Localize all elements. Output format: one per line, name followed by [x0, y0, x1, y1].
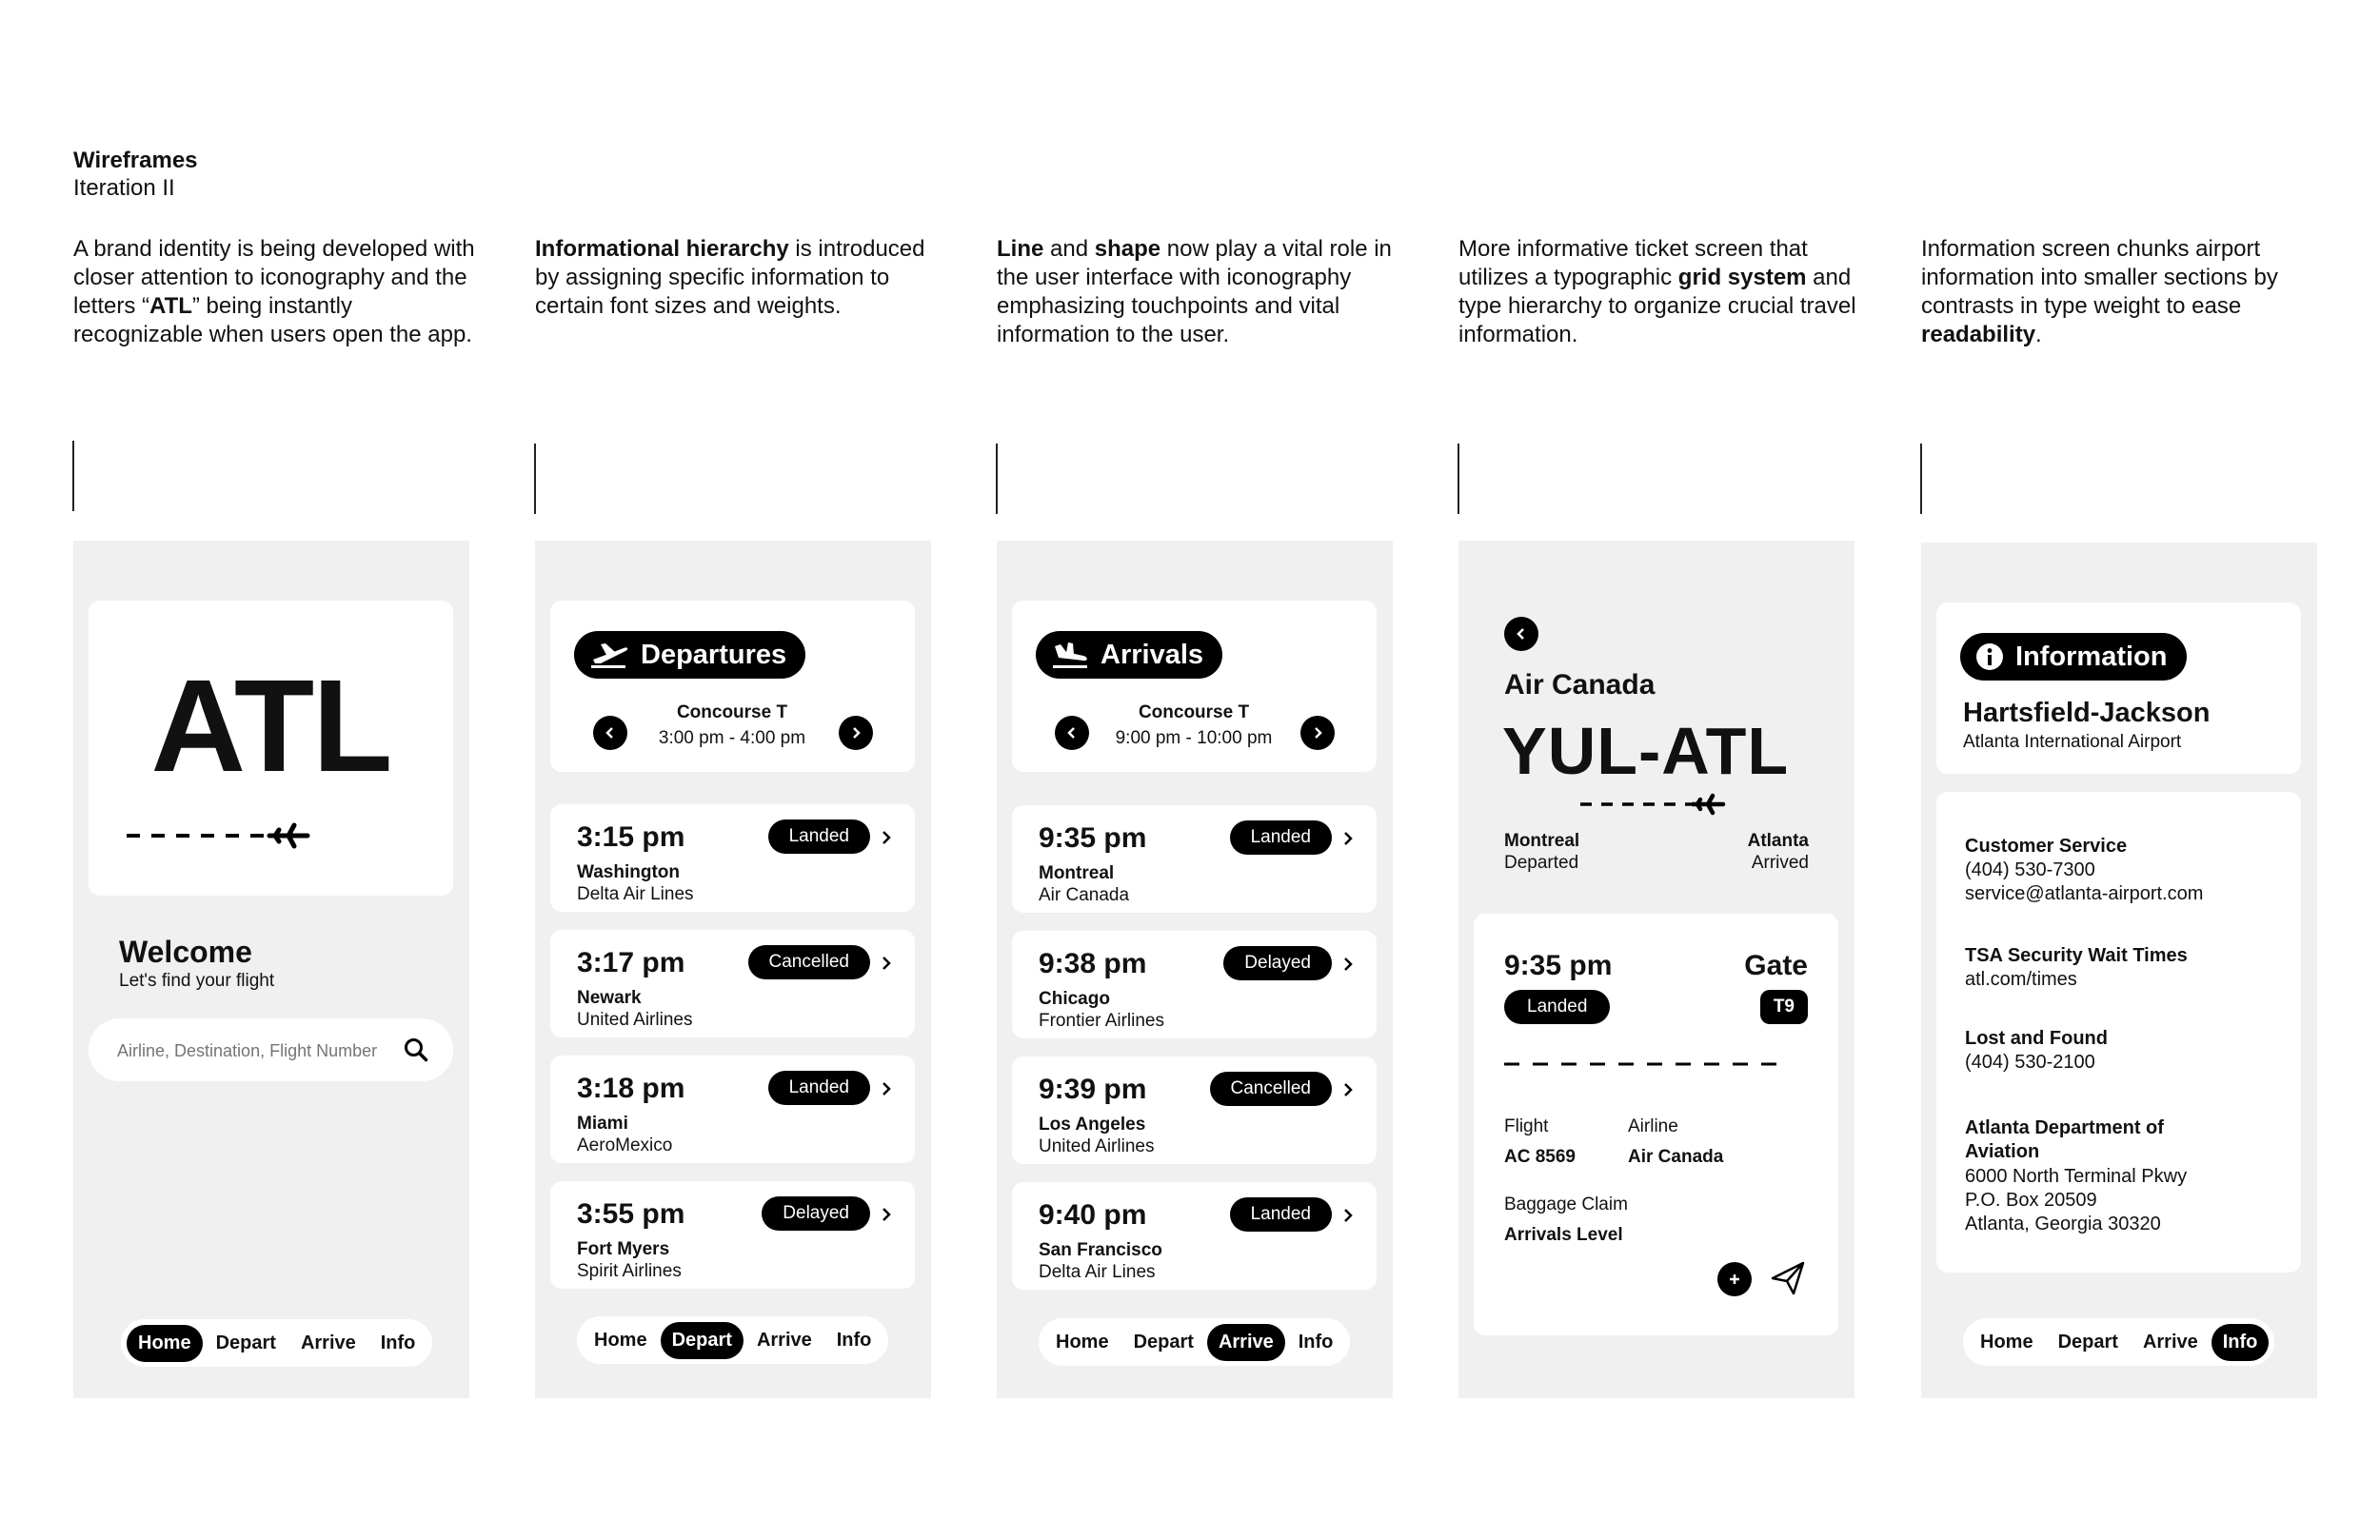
arrival-plane-icon [1051, 641, 1089, 669]
nav-home[interactable]: Home [1980, 1331, 2033, 1352]
information-header-card [1936, 602, 2301, 774]
info-icon [1975, 642, 2004, 671]
arrivals-header-card [1012, 601, 1377, 772]
nav-depart[interactable]: Depart [1133, 1331, 1194, 1352]
chevron-right-icon[interactable] [1340, 955, 1356, 974]
flight-path-icon [127, 821, 317, 850]
airline-label: Airline [1628, 1116, 1678, 1136]
status-badge: Landed [1230, 1197, 1332, 1232]
gate-badge: T9 [1760, 990, 1808, 1024]
nav-home[interactable]: Home [1056, 1331, 1109, 1352]
flight-row[interactable]: 3:15 pm Washington Delta Air Lines Landed [550, 804, 915, 912]
nav-info[interactable]: Info [836, 1329, 872, 1351]
dest-state: Arrived [1751, 853, 1809, 873]
chevron-right-icon[interactable] [1340, 1080, 1356, 1099]
flight-row[interactable]: 9:38 pm Chicago Frontier Airlines Delayed [1012, 931, 1377, 1038]
bottom-nav [121, 1319, 432, 1367]
baggage-value: Arrivals Level [1504, 1225, 1623, 1245]
departure-plane-icon [589, 641, 629, 669]
welcome-heading: Welcome [119, 935, 252, 969]
airport-name: Hartsfield-Jackson [1963, 698, 2211, 728]
atl-logo: ATL [150, 653, 391, 800]
connector-line [534, 444, 536, 514]
nav-info[interactable]: Info [1298, 1331, 1334, 1352]
chevron-left-icon [603, 725, 618, 740]
search-bar[interactable] [89, 1018, 453, 1081]
customer-service-label: Customer Service [1965, 836, 2128, 857]
tsa-label: TSA Security Wait Times [1965, 945, 2188, 966]
nav-depart[interactable]: Depart [2057, 1331, 2118, 1352]
lost-found-phone: (404) 530-2100 [1965, 1052, 2095, 1073]
flight-path-icon [1580, 790, 1733, 819]
dest-city: Atlanta [1747, 831, 1809, 851]
nav-arrive[interactable]: Arrive [1207, 1324, 1285, 1361]
gate-label: Gate [1744, 950, 1808, 981]
customer-service-phone: (404) 530-7300 [1965, 859, 2095, 880]
nav-arrive[interactable]: Arrive [300, 1332, 356, 1353]
flight-row[interactable]: 9:35 pm Montreal Air Canada Landed [1012, 805, 1377, 913]
flight-row[interactable]: 3:18 pm Miami AeroMexico Landed [550, 1056, 915, 1163]
ticket-route: YUL-ATL [1502, 714, 1790, 788]
next-button[interactable] [1300, 716, 1335, 750]
nav-home[interactable]: Home [127, 1325, 203, 1362]
status-badge: Delayed [1223, 946, 1332, 980]
connector-line [996, 444, 998, 514]
status-badge: Landed [1504, 990, 1610, 1024]
arrivals-screen [997, 541, 1393, 1398]
page-subtitle: Iteration II [73, 175, 175, 201]
nav-home[interactable]: Home [594, 1329, 647, 1351]
ticket-details-card [1474, 914, 1838, 1335]
connector-line [1920, 444, 1922, 514]
prev-button[interactable] [593, 716, 627, 750]
origin-state: Departed [1504, 853, 1579, 873]
address-line: P.O. Box 20509 [1965, 1190, 2097, 1211]
chevron-left-icon [1514, 626, 1529, 642]
flight-row[interactable]: 3:55 pm Fort Myers Spirit Airlines Delayed [550, 1181, 915, 1289]
status-badge: Delayed [762, 1196, 870, 1231]
description-3: Line and shape now play a vital role in the user interface with iconography emphasizing touchpoints and vital information to the user. [997, 236, 1392, 347]
departures-title: Departures [574, 631, 805, 679]
information-title: Information [1960, 633, 2187, 681]
arrivals-title: Arrivals [1036, 631, 1222, 679]
description-4: More informative ticket screen that utilizes a typographic grid system and type hierarchy to organize crucial travel information. [1458, 236, 1856, 347]
nav-arrive[interactable]: Arrive [2142, 1331, 2198, 1352]
time-range: Concourse T 9:00 pm - 10:00 pm [1115, 702, 1273, 748]
connector-line [72, 441, 74, 511]
chevron-right-icon[interactable] [1340, 829, 1356, 848]
bottom-nav [577, 1316, 888, 1364]
department-label: Atlanta Department of [1965, 1117, 2164, 1138]
flight-row[interactable]: 9:40 pm San Francisco Delta Air Lines Landed [1012, 1182, 1377, 1290]
description-2: Informational hierarchy is introduced by assigning specific information to certain font sizes and weights. [535, 236, 925, 319]
status-badge: Landed [768, 819, 870, 854]
flight-row[interactable]: 3:17 pm Newark United Airlines Cancelled [550, 930, 915, 1037]
status-badge: Landed [1230, 820, 1332, 855]
flight-row[interactable]: 9:39 pm Los Angeles United Airlines Cancelled [1012, 1056, 1377, 1164]
nav-arrive[interactable]: Arrive [756, 1329, 812, 1351]
description-5: Information screen chunks airport information into smaller sections by contrasts in type weight to ease readability. [1921, 236, 2278, 347]
back-button[interactable] [1504, 617, 1538, 651]
prev-button[interactable] [1055, 716, 1089, 750]
description-1: A brand identity is being developed with closer attention to iconography and the letters “ATL” being instantly recognizable when users open the app. [73, 236, 475, 347]
baggage-label: Baggage Claim [1504, 1194, 1628, 1214]
ticket-screen [1458, 541, 1854, 1398]
lost-found-label: Lost and Found [1965, 1028, 2108, 1049]
search-input[interactable] [115, 1035, 395, 1067]
contact-info-card [1936, 792, 2301, 1273]
add-button[interactable] [1717, 1262, 1752, 1296]
search-icon[interactable] [404, 1037, 428, 1062]
departures-screen [535, 541, 931, 1398]
connector-line [1458, 444, 1459, 514]
ticket-time: 9:35 pm [1504, 950, 1613, 981]
customer-service-email[interactable]: service@atlanta-airport.com [1965, 883, 2204, 904]
chevron-right-icon[interactable] [879, 1205, 894, 1224]
address-line: Atlanta, Georgia 30320 [1965, 1214, 2161, 1234]
flight-label: Flight [1504, 1116, 1549, 1136]
airline-value: Air Canada [1628, 1147, 1724, 1167]
nav-depart[interactable]: Depart [661, 1322, 744, 1359]
next-button[interactable] [839, 716, 873, 750]
chevron-right-icon[interactable] [1340, 1206, 1356, 1225]
address-line: 6000 North Terminal Pkwy [1965, 1166, 2188, 1187]
time-range: Concourse T 3:00 pm - 4:00 pm [658, 702, 806, 748]
nav-info[interactable]: Info [380, 1332, 416, 1353]
nav-info[interactable]: Info [2211, 1324, 2270, 1361]
tsa-link[interactable]: atl.com/times [1965, 969, 2077, 990]
departures-header-card [550, 601, 915, 772]
status-badge: Landed [768, 1071, 870, 1105]
airport-subtitle: Atlanta International Airport [1963, 732, 2182, 752]
home-screen [73, 541, 469, 1398]
chevron-right-icon[interactable] [879, 828, 894, 847]
chevron-right-icon [848, 725, 863, 740]
welcome-tagline: Let's find your flight [119, 971, 275, 991]
status-badge: Cancelled [1210, 1072, 1333, 1106]
plus-icon [1727, 1272, 1742, 1287]
chevron-right-icon[interactable] [879, 1079, 894, 1098]
bottom-nav [1963, 1318, 2274, 1366]
ticket-divider [1504, 1060, 1780, 1068]
chevron-right-icon [1310, 725, 1325, 740]
send-icon[interactable] [1769, 1259, 1807, 1297]
flight-number: AC 8569 [1504, 1147, 1576, 1167]
department-label: Aviation [1965, 1141, 2040, 1162]
chevron-right-icon[interactable] [879, 954, 894, 973]
origin-city: Montreal [1504, 831, 1580, 851]
status-badge: Cancelled [748, 945, 871, 979]
logo-card [89, 601, 453, 896]
information-screen [1921, 543, 2317, 1398]
nav-depart[interactable]: Depart [215, 1332, 276, 1353]
bottom-nav [1039, 1318, 1350, 1366]
chevron-left-icon [1064, 725, 1080, 740]
ticket-airline: Air Canada [1504, 669, 1656, 701]
page-title: Wireframes [73, 148, 198, 173]
